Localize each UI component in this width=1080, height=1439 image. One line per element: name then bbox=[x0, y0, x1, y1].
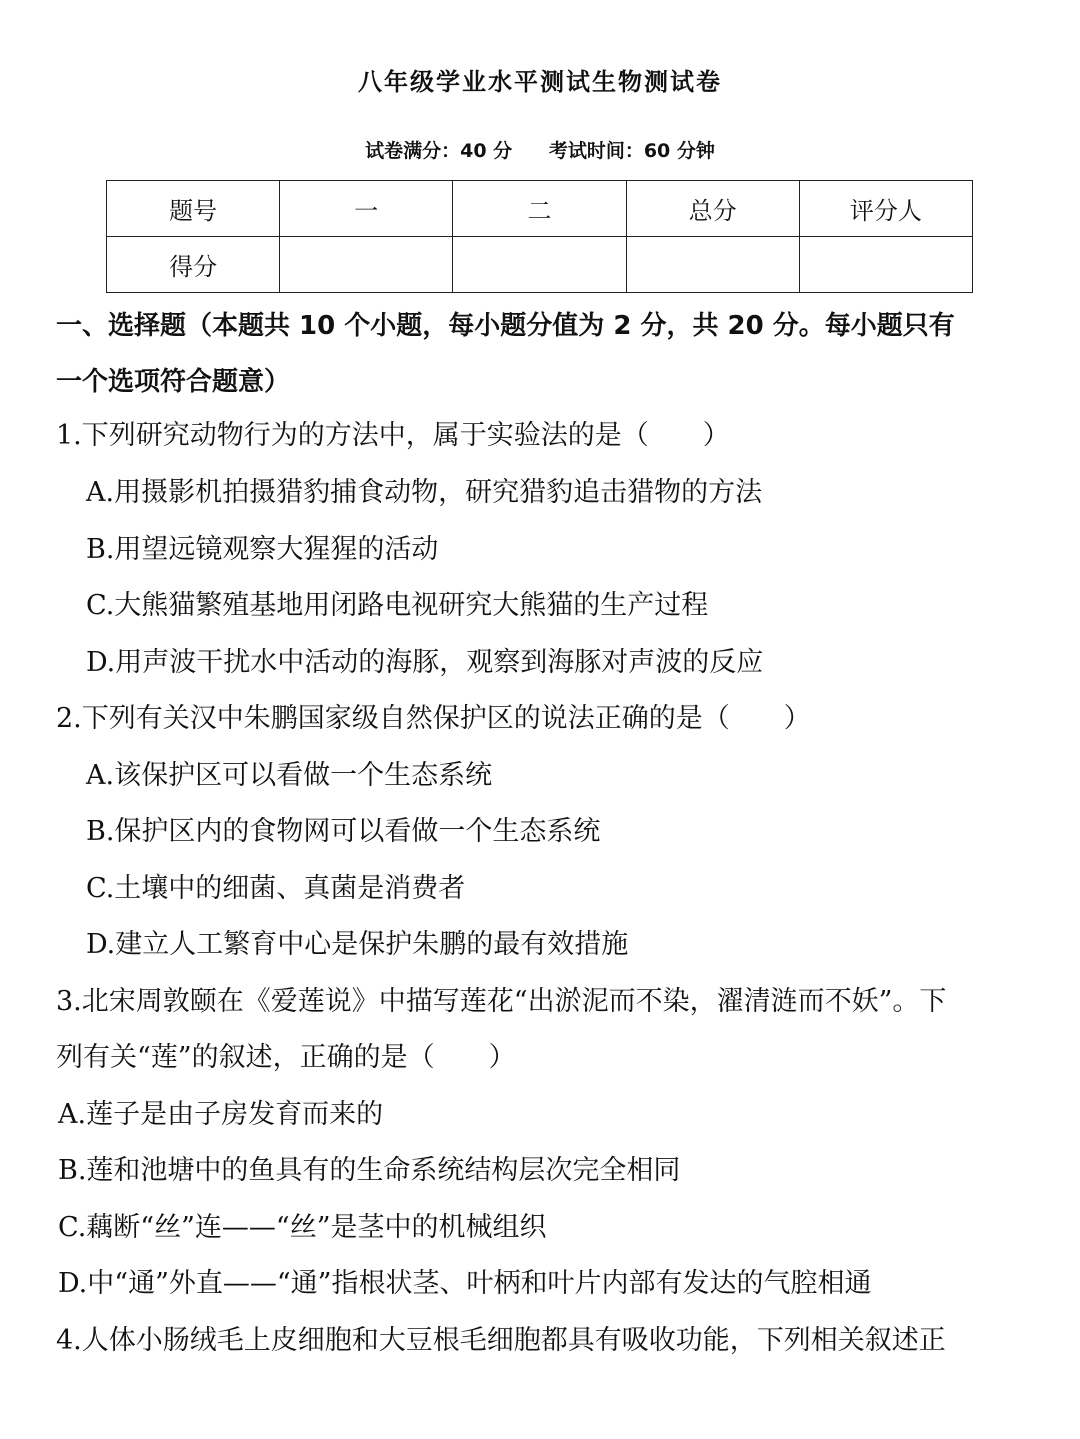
score-header-cell: 一 bbox=[280, 181, 453, 237]
section-heading: 一、选择题（本题共 10 个小题，每小题分值为 2 分，共 20 分。每小题只有 bbox=[56, 311, 955, 341]
question-option: D.中“通”外直——“通”指根状茎、叶柄和叶片内部有发达的气腔相通 bbox=[58, 1268, 872, 1299]
question-option: B.用望远镜观察大猩猩的活动 bbox=[86, 534, 439, 565]
score-header-cell: 二 bbox=[453, 181, 626, 237]
score-header-cell: 评分人 bbox=[799, 181, 972, 237]
exam-info bbox=[0, 136, 1080, 166]
score-table-score-row bbox=[107, 237, 973, 293]
score-header-cell: 总分 bbox=[626, 181, 799, 237]
question-stem: 2.下列有关汉中朱鹏国家级自然保护区的说法正确的是（ ） bbox=[56, 703, 811, 734]
exam-time-text: 考试时间：60 分钟 bbox=[548, 140, 715, 162]
question-stem: 4.人体小肠绒毛上皮细胞和大豆根毛细胞都具有吸收功能，下列相关叙述正 bbox=[56, 1325, 946, 1356]
question-stem: 列有关“莲”的叙述，正确的是（ ） bbox=[56, 1042, 516, 1073]
score-table bbox=[106, 180, 973, 293]
question-option: C.藕断“丝”连——“丝”是茎中的机械组织 bbox=[58, 1212, 547, 1243]
score-cell bbox=[453, 237, 626, 293]
question-option: B.莲和池塘中的鱼具有的生命系统结构层次完全相同 bbox=[58, 1155, 681, 1186]
score-cell bbox=[280, 237, 453, 293]
score-table-header-row bbox=[107, 181, 973, 237]
question-option: A.该保护区可以看做一个生态系统 bbox=[86, 760, 493, 791]
question-option: B.保护区内的食物网可以看做一个生态系统 bbox=[86, 816, 601, 847]
section-heading: 一个选项符合题意） bbox=[56, 367, 291, 397]
question-option: A.用摄影机拍摄猎豹捕食动物，研究猎豹追击猎物的方法 bbox=[86, 477, 763, 508]
score-cell bbox=[799, 237, 972, 293]
score-cell bbox=[626, 237, 799, 293]
question-stem: 3.北宋周敦颐在《爱莲说》中描写莲花“出淤泥而不染，濯清涟而不妖”。下 bbox=[56, 986, 947, 1017]
page-title: 八年级学业水平测试生物测试卷 bbox=[358, 68, 722, 96]
question-option: A.莲子是由子房发育而来的 bbox=[58, 1099, 384, 1130]
score-row-label: 得分 bbox=[107, 237, 280, 293]
question-option: D.建立人工繁育中心是保护朱鹏的最有效措施 bbox=[86, 929, 629, 960]
question-option: D.用声波干扰水中活动的海豚，观察到海豚对声波的反应 bbox=[86, 647, 764, 678]
full-score-text: 试卷满分：40 分 bbox=[365, 140, 513, 162]
question-stem: 1.下列研究动物行为的方法中，属于实验法的是（ ） bbox=[56, 420, 730, 451]
question-option: C.土壤中的细菌、真菌是消费者 bbox=[86, 873, 466, 904]
question-option: C.大熊猫繁殖基地用闭路电视研究大熊猫的生产过程 bbox=[86, 590, 709, 621]
score-header-cell: 题号 bbox=[107, 181, 280, 237]
